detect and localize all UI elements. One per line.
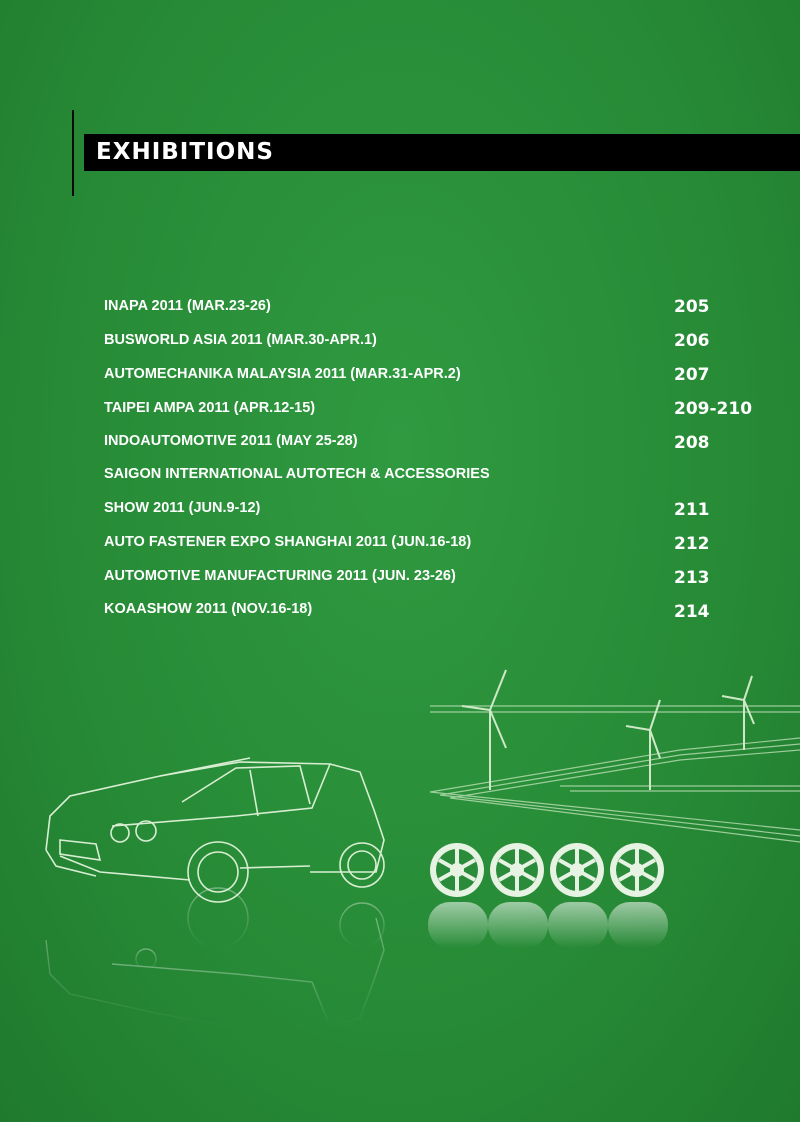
side-rule [72,110,74,196]
car-reflection [46,888,384,1028]
page-title: EXHIBITIONS [96,139,274,165]
title-bar [84,134,800,171]
toc-page-indoautomotive: 208 [674,433,710,453]
wheel-row [430,843,664,897]
toc-page-busworld: 206 [674,331,710,351]
toc-entry-koaashow[interactable]: KOAASHOW 2011 (NOV.16-18) [104,601,313,617]
toc-entry-saigon-line1[interactable]: SAIGON INTERNATIONAL AUTOTECH & ACCESSORIES [104,466,490,482]
toc-page-auto-fastener: 212 [674,534,710,554]
toc-entry-busworld[interactable]: BUSWORLD ASIA 2011 (MAR.30-APR.1) [104,332,377,348]
toc-entry-inapa[interactable]: INAPA 2011 (MAR.23-26) [104,298,271,314]
toc-page-taipei-ampa: 209-210 [674,399,753,419]
toc-page-saigon: 211 [674,500,710,520]
decorative-illustration [0,640,800,1060]
wheel-reflections [428,902,668,948]
toc-page-automechanika: 207 [674,365,710,385]
car-illustration [46,758,384,902]
toc-entry-automotive-manufacturing[interactable]: AUTOMOTIVE MANUFACTURING 2011 (JUN. 23-26) [104,568,456,584]
toc-page-automotive-manufacturing: 213 [674,568,710,588]
toc-page-inapa: 205 [674,297,710,317]
toc-entry-automechanika[interactable]: AUTOMECHANIKA MALAYSIA 2011 (MAR.31-APR.2) [104,366,461,382]
wheel-icon [490,843,544,897]
wheel-icon [550,843,604,897]
toc-entry-indoautomotive[interactable]: INDOAUTOMOTIVE 2011 (MAY 25-28) [104,433,358,449]
toc-entry-taipei-ampa[interactable]: TAIPEI AMPA 2011 (APR.12-15) [104,400,316,416]
toc-entry-auto-fastener[interactable]: AUTO FASTENER EXPO SHANGHAI 2011 (JUN.16-18) [104,534,472,550]
wheel-icon [430,843,484,897]
toc-entry-saigon-line2[interactable]: SHOW 2011 (JUN.9-12) [104,500,261,516]
toc-page-koaashow: 214 [674,602,710,622]
wheel-icon [610,843,664,897]
